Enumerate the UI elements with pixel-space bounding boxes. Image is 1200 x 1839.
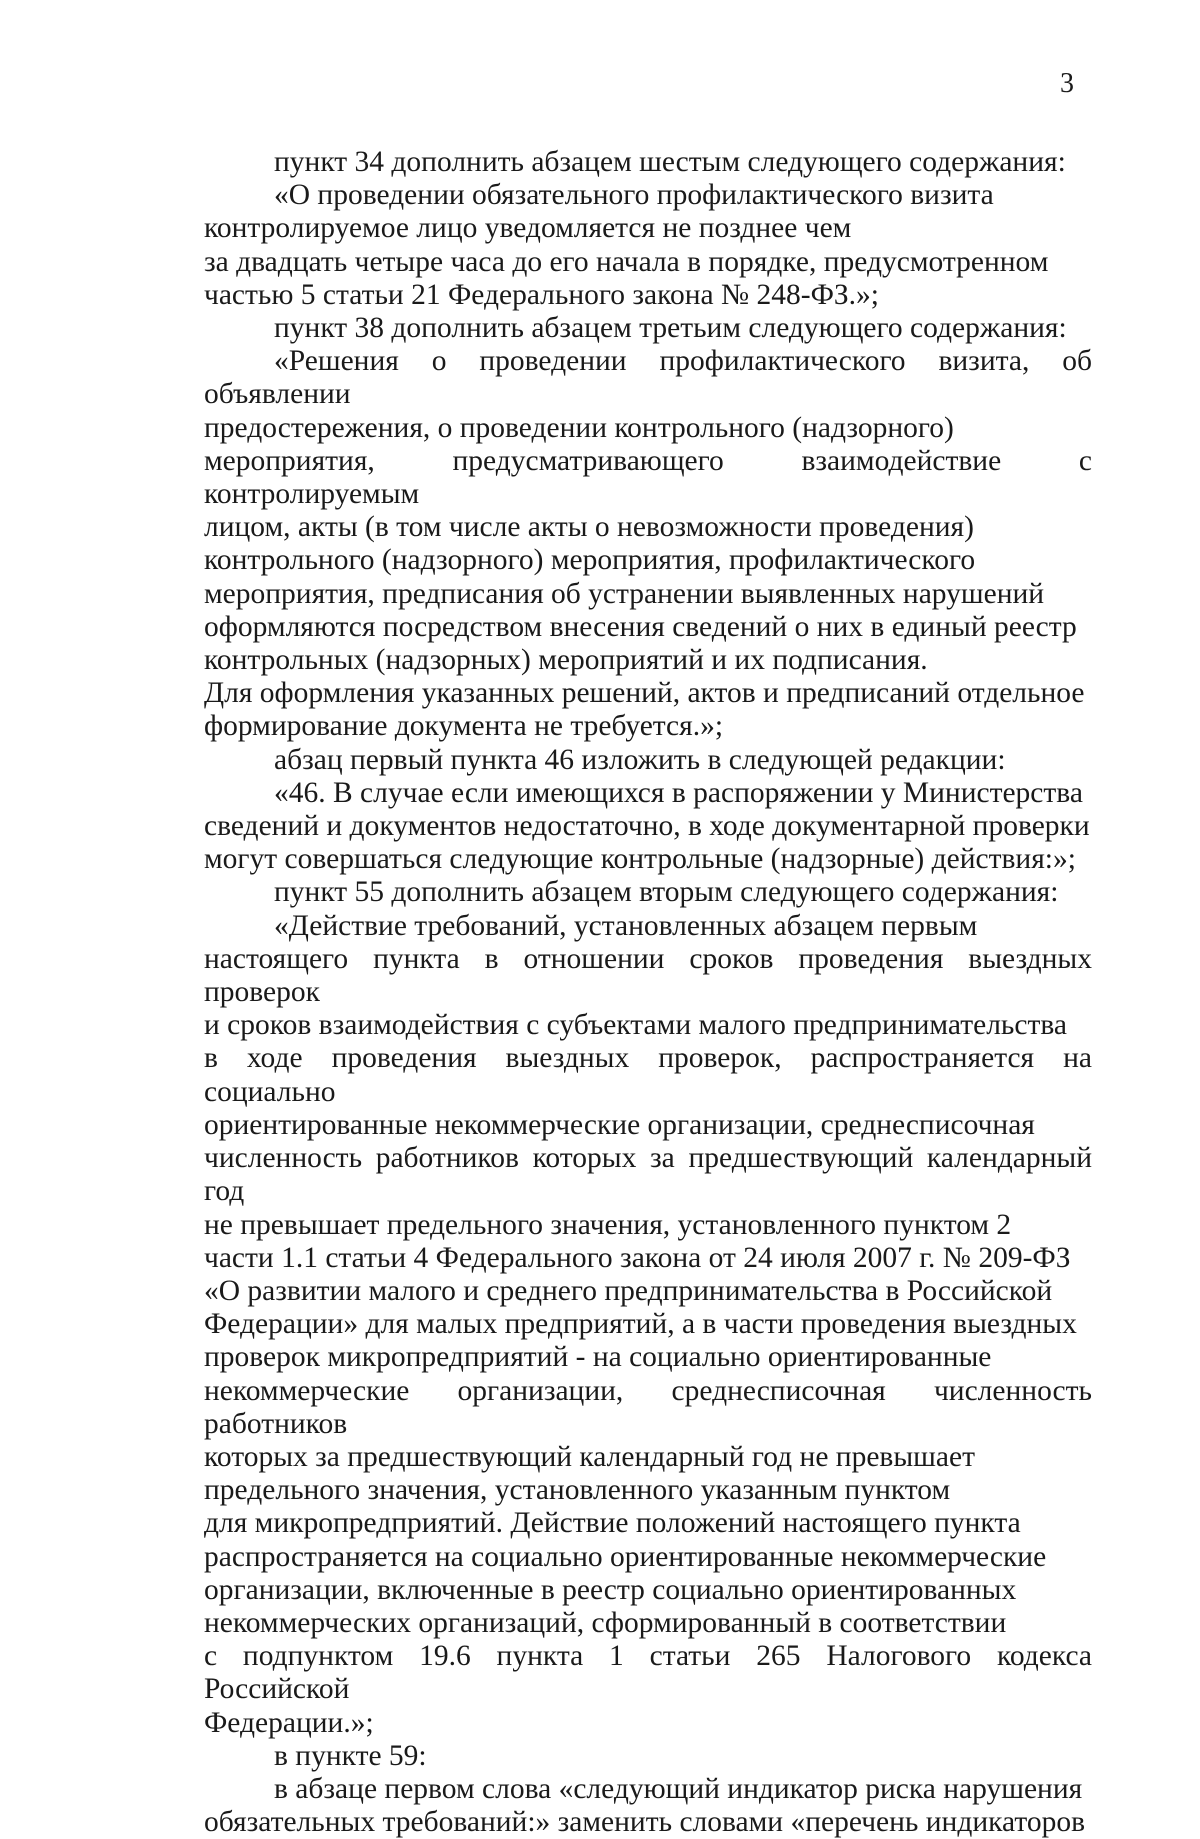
paragraph-item-38-instruction: пункт 38 дополнить абзацем третьим следующего содержания: — [274, 312, 1067, 345]
paragraph-item-46-text: «46. В случае если имеющихся в распоряжении у Министерства сведений и документов недостаточно, в ходе документарной проверки могут совершаться следующие контрольные (надзорные) действия:»; — [204, 776, 1090, 876]
paragraph-item-34-text: «О проведении обязательного профилактического визита контролируемое лицо уведомляется не позднее чем за двадцать четыре часа до его начала в порядке, предусмотренном частью 5 статьи 21 Федерального закона № 248-ФЗ.»; — [204, 179, 1049, 311]
paragraph-item-59-heading: в пункте 59: — [274, 1739, 427, 1772]
paragraph-item-38-text: «Решения о проведении профилактического визита, об объявлении предостережения, о проведении контрольного (надзорного) мероприятия, предусматривающего взаимодействие с контролируемым лицом, акты (в том числе акты о невозможности проведения) контрольного (надзорного) мероприятия, профилактического мероприятия, предписания об устранении выявленных нарушений оформляются посредством внесения сведений о них в единый реестр контрольных (надзорных) мероприятий и их подписания. Для оформления указанных решений, актов и предписаний отдельное формирование документа не требуется.»; — [204, 345, 1092, 743]
paragraph-item-46-instruction: абзац первый пункта 46 изложить в следующей редакции: — [274, 743, 1006, 776]
paragraph-item-59-text: в абзаце первом слова «следующий индикатор риска нарушения обязательных требований:» заменить словами «перечень индикаторов — [204, 1772, 1086, 1839]
paragraph-item-34-instruction: пункт 34 дополнить абзацем шестым следующего содержания: — [274, 146, 1066, 178]
page-number: 3 — [1060, 68, 1074, 99]
document-body — [204, 146, 1092, 1839]
paragraph-item-55-instruction: пункт 55 дополнить абзацем вторым следующего содержания: — [274, 876, 1059, 909]
paragraph-item-55-text: «Действие требований, установленных абзацем первым настоящего пункта в отношении сроков проведения выездных проверок и сроков взаимодействия с субъектами малого предпринимательства в ходе проведения выездных проверок, распространяется на социально ориентированные некоммерческие организации, среднесписочная численность работников которых за предшествующий календарный год не превышает предельного значения, установленного пунктом 2 части 1.1 статьи 4 Федерального закона от 24 июля 2007 г. № 209-ФЗ «О развитии малого и среднего предпринимательства в Российской Федерации» для малых предприятий, а в части проведения выездных проверок микропредприятий - на социально ориентированные некоммерческие организации, среднесписочная численность работников которых за предшествующий календарный год не превышает предельного значения, установленного указанным пунктом для микропредприятий. Действие положений настоящего пункта распространяется на социально ориентированные некоммерческие организации, включенные в реестр социально ориентированных некоммерческих организаций, сформированный в соответствии с подпунктом 19.6 пункта 1 статьи 265 Налогового кодекса Российской Федерации.»; — [204, 909, 1092, 1739]
